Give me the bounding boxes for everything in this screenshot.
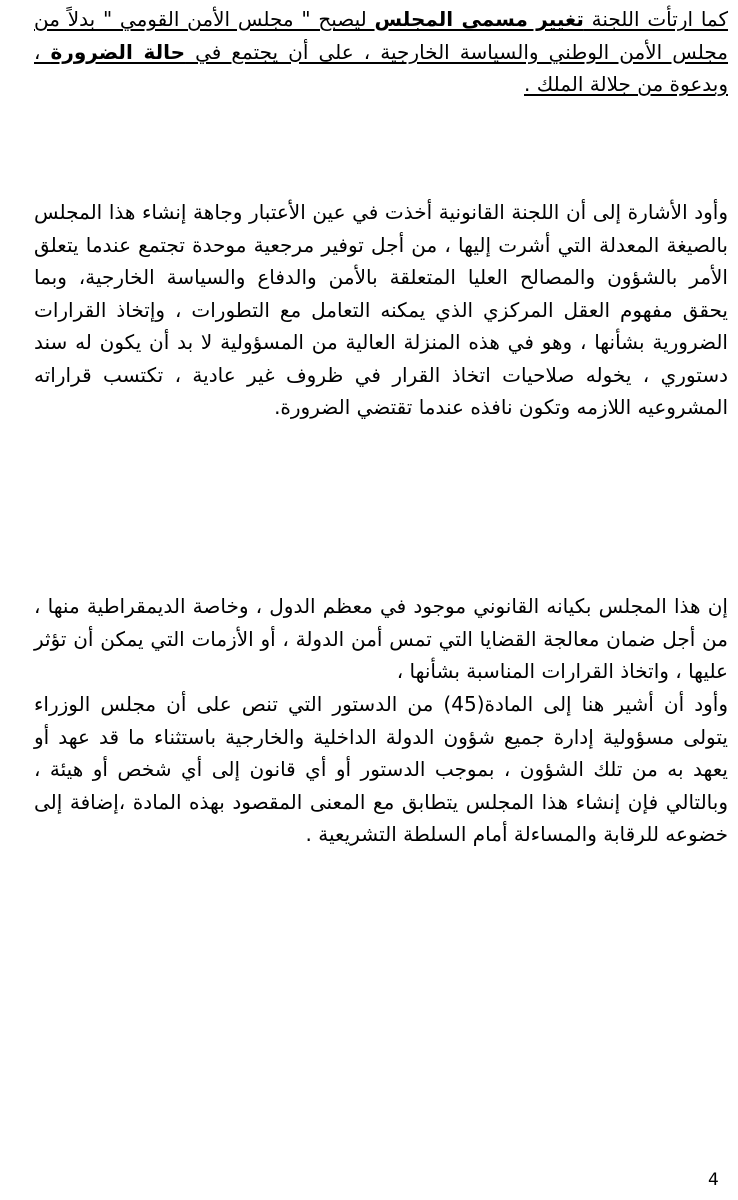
bold-phrase-necessity: حالة الضرورة [50,39,186,64]
bold-phrase-renaming: تغيير مسمى المجلس [374,7,584,31]
paragraph-committee-renaming [34,3,728,101]
paragraph-legal-committee [34,196,728,424]
paragraph-text-segment: ، وبدعوة من جلالة الملك . [34,39,728,96]
paragraph-text-segment: وأود الأشارة إلى أن اللجنة القانونية أخذت في عين الأعتبار وجاهة إنشاء هذا المجلس بالصيغة المعدلة التي أشرت إليها ، من أجل توفير مرجعية موحدة تجتمع عندما يتعلق الأمر بالشؤون والمصالح العليا المتعلقة بالأمن والدفاع والسياسة الخارجية، وبما يحقق مفهوم العقل المركزي الذي يمكنه التعامل مع التطورات ، وإتخاذ القرارات الضرورية بشأنها ، وهو في هذه المنزلة العالية من المسؤولية لا بد أن يكون له سند دستوري ، يخوله صلاحيات اتخاذ القرار في ظروف غير عادية ، تكتسب قراراته المشروعيه اللازمه وتكون نافذه عندما تقتضي الضرورة. [34,200,728,419]
paragraph-text-segment: وأود أن أشير هنا إلى المادة(45) من الدستور التي تنص على أن مجلس الوزراء يتولى مسؤولية إدارة جميع شؤون الدولة الداخلية والخارجية باستثناء ما قد عهد أو يعهد به من تلك الشؤون ، بموجب الدستور أو أي قانون إلى أي شخص أو هيئة ، وبالتالي فإن إنشاء هذا المجلس يتطابق مع المعنى المقصود بهذه المادة ،إضافة إلى خضوعه للرقابة والمساءلة أمام السلطة التشريعية . [34,692,729,846]
paragraph-text-segment: إن هذا المجلس بكيانه القانوني موجود في معظم الدول ، وخاصة الديمقراطية منها ، من أجل ضمان معالجة القضايا التي تمس أمن الدولة ، أو الأزمات التي يمكن أن تؤثر عليها ، واتخاذ القرارات المناسبة بشأنها ، [34,594,728,683]
paragraph-text-segment: ليصبح " مجلس الأمن القومي " بدلاً من مجلس الأمن الوطني والسياسة الخارجية ، على أن يجتمع في [34,7,729,64]
paragraph-text-segment: كما ارتأت اللجنة [583,7,728,31]
paragraph-council-existence [34,590,728,688]
paragraph-article-45 [34,688,728,851]
page-number: 4 [708,1170,719,1190]
